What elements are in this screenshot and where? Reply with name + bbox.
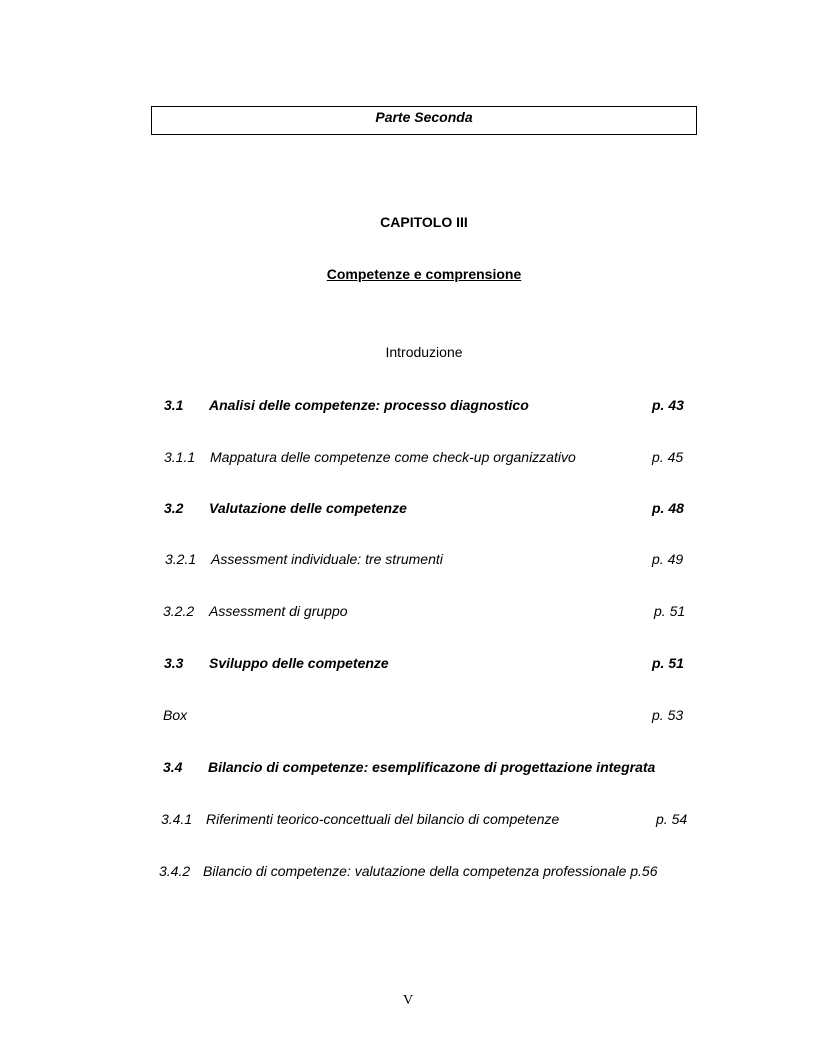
toc-entry-page: p. 51 — [652, 655, 684, 671]
toc-entry — [164, 500, 704, 518]
toc-entry-number: 3.2.1 — [165, 551, 197, 567]
part-heading-box — [151, 106, 697, 135]
toc-entry — [159, 863, 709, 881]
toc-entry-page: p. 53 — [652, 707, 684, 723]
toc-entry — [163, 759, 708, 777]
toc-entry — [164, 655, 704, 673]
toc-entry-number: 3.4.2 — [159, 863, 191, 879]
toc-introduction: Introduzione — [385, 344, 463, 360]
toc-entry — [165, 551, 705, 569]
toc-entry-title: Riferimenti teorico-concettuali del bilancio di competenze — [206, 811, 560, 827]
toc-entry-number: 3.3 — [164, 655, 184, 671]
toc-entry — [164, 397, 704, 415]
toc-entry-page: p. 51 — [654, 603, 686, 619]
toc-entry — [163, 707, 703, 725]
toc-entry-title: Bilancio di competenze: valutazione della competenza professionale p.56 — [203, 863, 658, 879]
toc-entry-title: Bilancio di competenze: esemplificazone di progettazione integrata — [208, 759, 656, 775]
toc-entry-title: Sviluppo delle competenze — [209, 655, 389, 671]
toc-entry-page: p. 54 — [656, 811, 688, 827]
toc-entry-title: Mappatura delle competenze come check-up organizzativo — [210, 449, 576, 465]
part-title: Parte Seconda — [375, 109, 473, 125]
toc-entry-number: 3.1.1 — [164, 449, 196, 465]
toc-entry-title: Valutazione delle competenze — [209, 500, 407, 516]
toc-entry-number: 3.2 — [164, 500, 184, 516]
toc-entry-number: 3.1 — [164, 397, 184, 413]
chapter-number: CAPITOLO III — [380, 214, 468, 230]
toc-entry-title: Assessment di gruppo — [209, 603, 348, 619]
toc-entry — [163, 603, 703, 621]
toc-entry-title: Analisi delle competenze: processo diagnostico — [209, 397, 529, 413]
toc-entry-page: p. 45 — [652, 449, 684, 465]
toc-entry-number: 3.2.2 — [163, 603, 195, 619]
toc-entry — [164, 449, 704, 467]
toc-entry-page: p. 43 — [652, 397, 684, 413]
toc-entry — [161, 811, 706, 829]
toc-entry-title: Assessment individuale: tre strumenti — [211, 551, 443, 567]
toc-entry-number: 3.4 — [163, 759, 183, 775]
toc-entry-page: p. 49 — [652, 551, 684, 567]
page-number: V — [402, 993, 414, 1008]
toc-entry-number: 3.4.1 — [161, 811, 193, 827]
chapter-title: Competenze e comprensione — [326, 266, 522, 282]
toc-entry-page: p. 48 — [652, 500, 684, 516]
toc-entry-number: Box — [163, 707, 188, 723]
